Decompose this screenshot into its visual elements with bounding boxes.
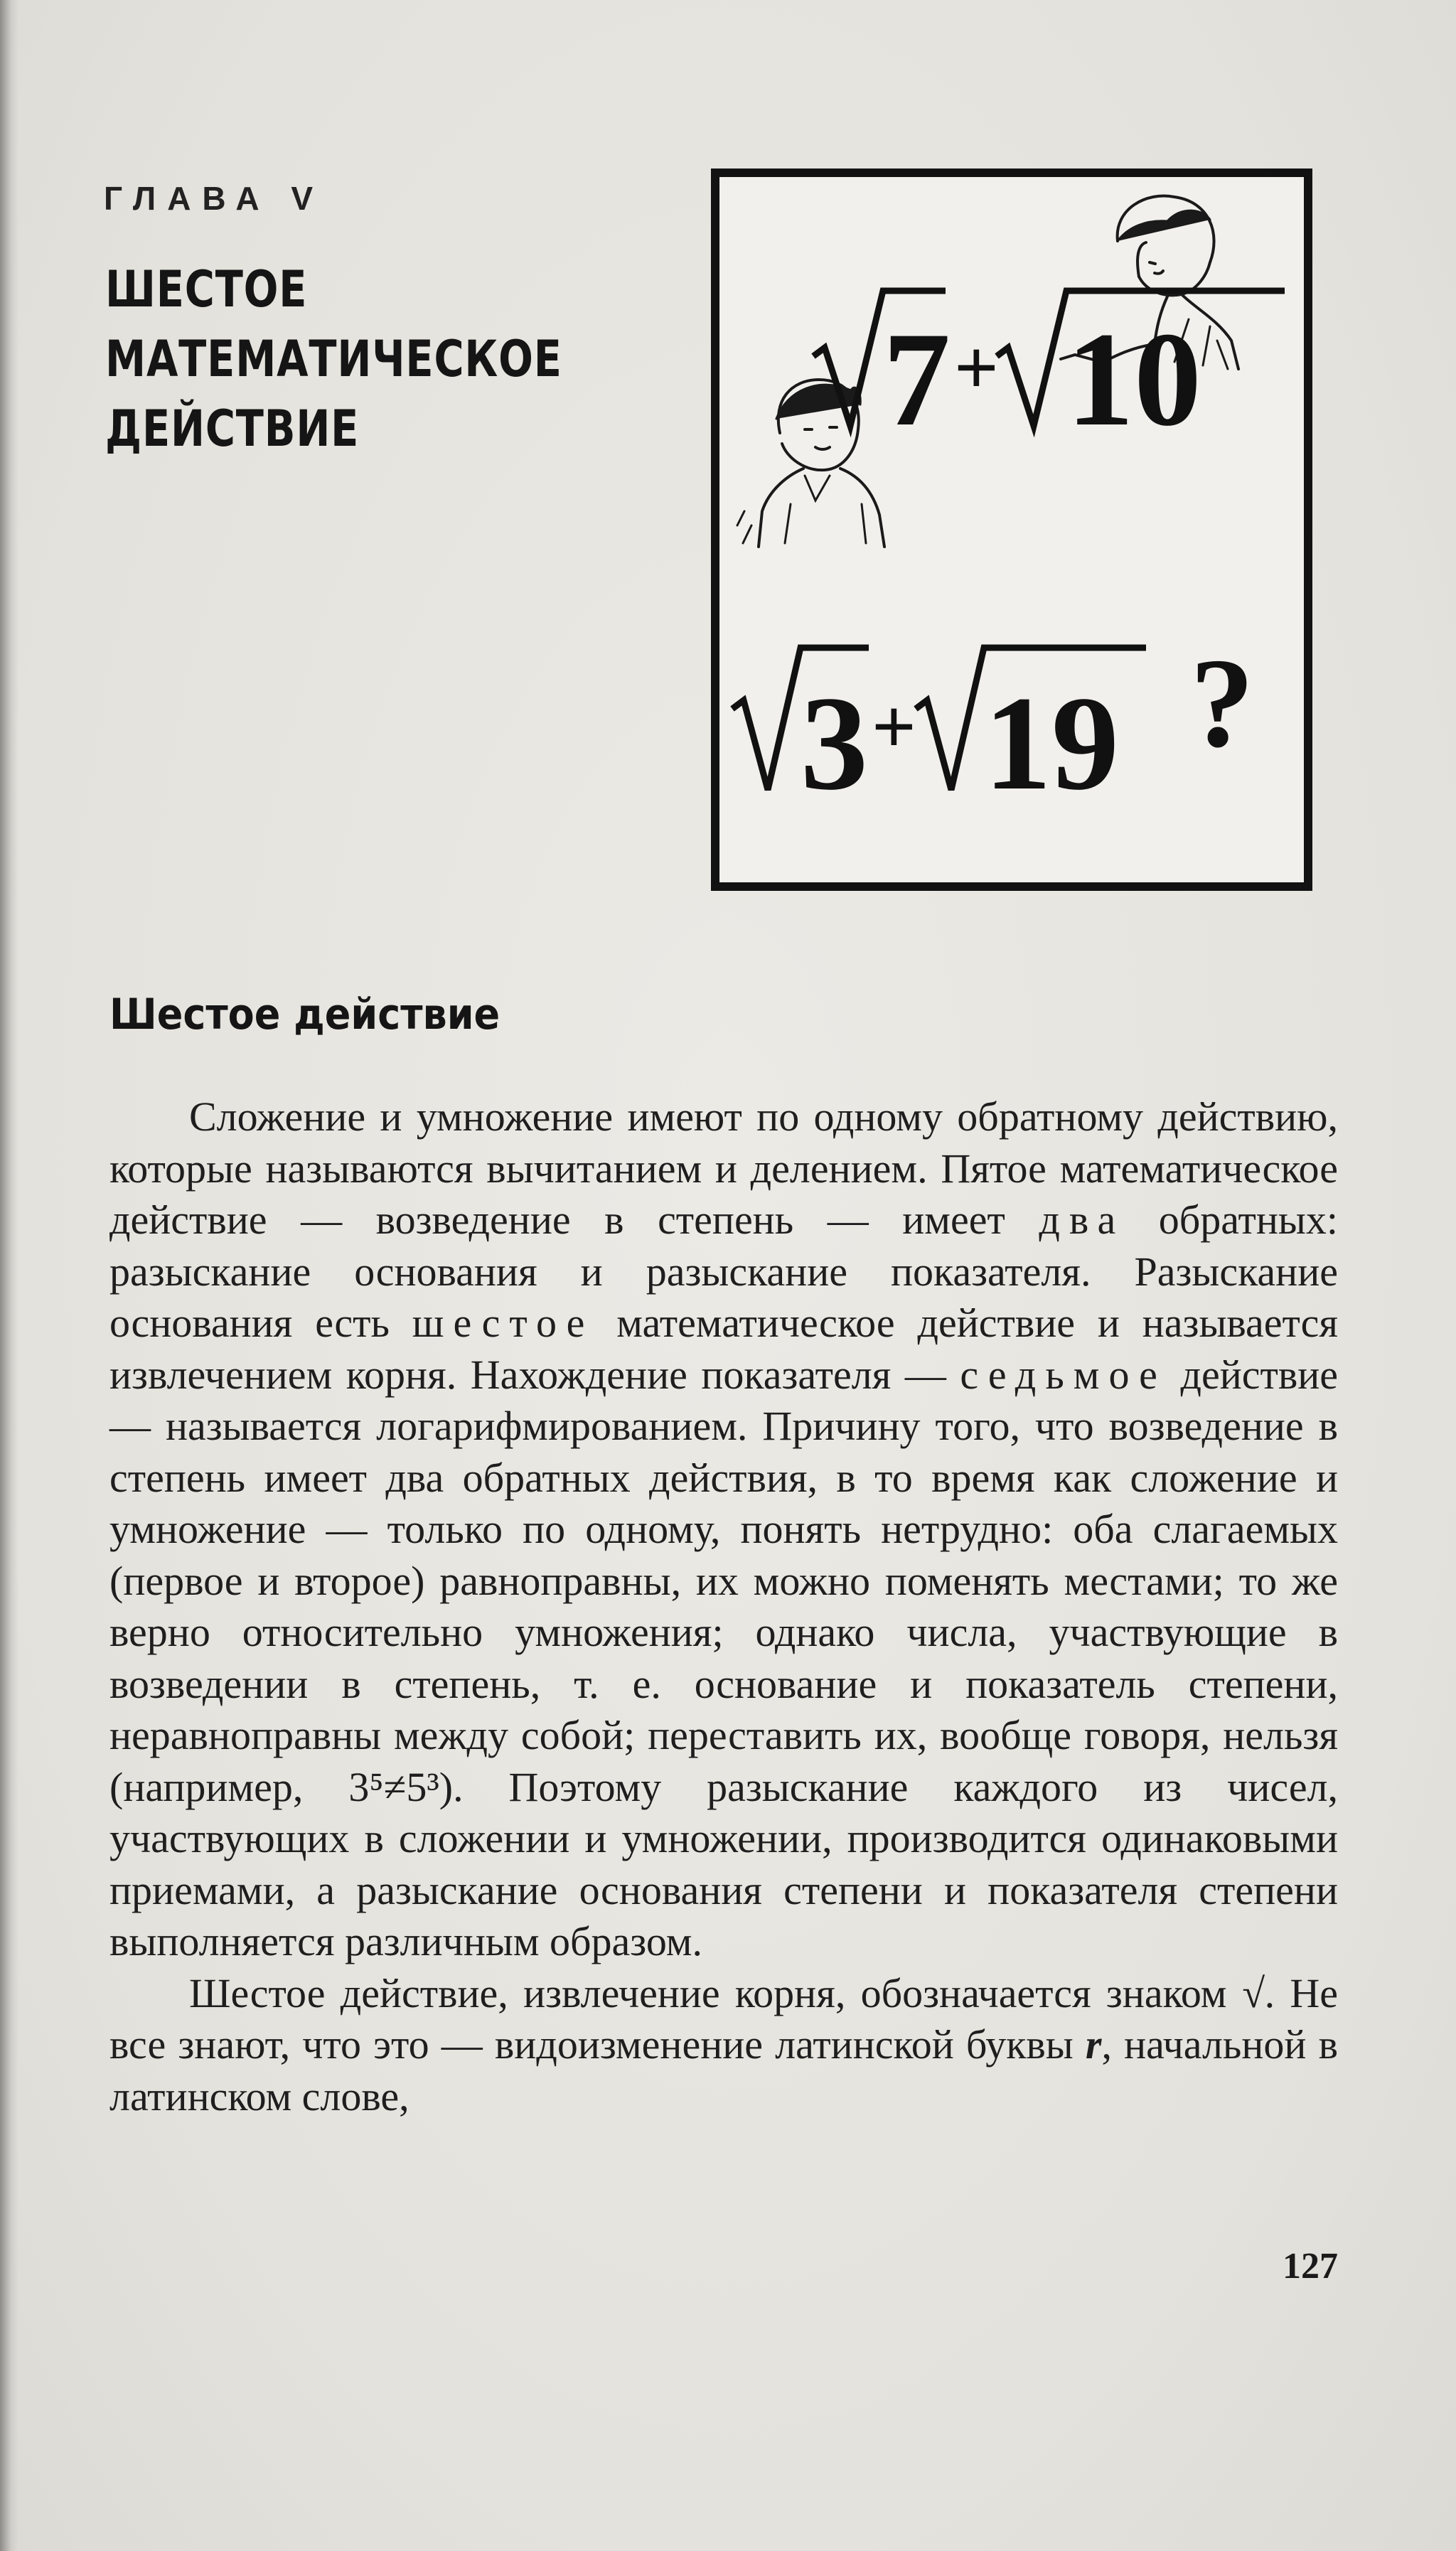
chapter-title-line: ДЕЙСТВИЕ [105, 400, 360, 458]
text-run: , начальной в латинском слове, [109, 2021, 1338, 2119]
formula-bottom-radicand-a: 3 [801, 669, 868, 818]
formula-bottom-plus: + [872, 683, 916, 770]
text-run: . Не все знают, что это — видоизменение латинской буквы [109, 1969, 1338, 2068]
section-heading: Шестое действие [109, 990, 500, 1039]
formula-bottom-radicand-b: 19 [984, 669, 1119, 818]
page-binding-shadow [0, 0, 18, 2551]
formula-top-radicand-a: 7 [883, 305, 951, 454]
italic-letter: r [1085, 2021, 1102, 2068]
chapter-label: ГЛАВА V [104, 180, 325, 217]
inline-formula: 3⁵≠5³ [348, 1763, 439, 1810]
chapter-title [105, 255, 562, 464]
chapter-illustration [711, 169, 1312, 891]
boy-lower-drawing [737, 380, 884, 547]
spaced-word: шестое [412, 1300, 594, 1346]
text-run: ). Поэтому разыскание каждого из чисел, участвующих в сложении и умножении, производится одинаковыми приемами, а разыскание основания степени и показателя степени выполняется различным образом. [109, 1763, 1339, 1964]
spaced-word: седьмое [960, 1351, 1167, 1398]
body-text [109, 1091, 1338, 2122]
formula-top-radicand-b: 10 [1066, 305, 1201, 454]
text-run: Шестое действие, извлечение корня, обозначается знаком [189, 1969, 1242, 2016]
text-run: обратных: разыскание основания и разыскание показателя. Разыскание основания есть [109, 1197, 1338, 1346]
spaced-word: два [1039, 1197, 1125, 1243]
formula-bottom [732, 648, 1146, 818]
page-number: 127 [1283, 2246, 1338, 2287]
chapter-title-line: МАТЕМАТИЧЕСКОЕ [105, 330, 562, 388]
formula-top [813, 291, 1285, 454]
question-mark: ? [1190, 632, 1254, 774]
radical-sign: √ [1241, 1969, 1265, 2016]
illustration-drawing [719, 177, 1304, 882]
text-run: Сложение и умножение имеют по одному обратному действию, которые называются вычитанием и делением. Пятое математическое действие — возведение в степень — имеет [109, 1093, 1338, 1243]
text-run: математическое действие и называется извлечением корня. Нахождение показателя — [109, 1300, 1338, 1398]
paragraph [109, 1968, 1338, 2123]
formula-top-plus: + [954, 324, 999, 411]
paragraph [109, 1091, 1338, 1968]
chapter-title-line: ШЕСТОЕ [105, 260, 308, 319]
text-run: действие — называется логарифмированием. Причину того, что возведение в степень имеет два обратных действия, в то время как сложение и умножение — только по одному, понять нетрудно: оба слагаемых (первое и второе) равноправны, их можно поменять местами; то же верно относительно умножения; однако числа, участвующие в возведении в степень, т. е. основание и показатель степени, неравноправны между собой; переставить их, вообще говоря, нельзя (например, [109, 1351, 1338, 1810]
